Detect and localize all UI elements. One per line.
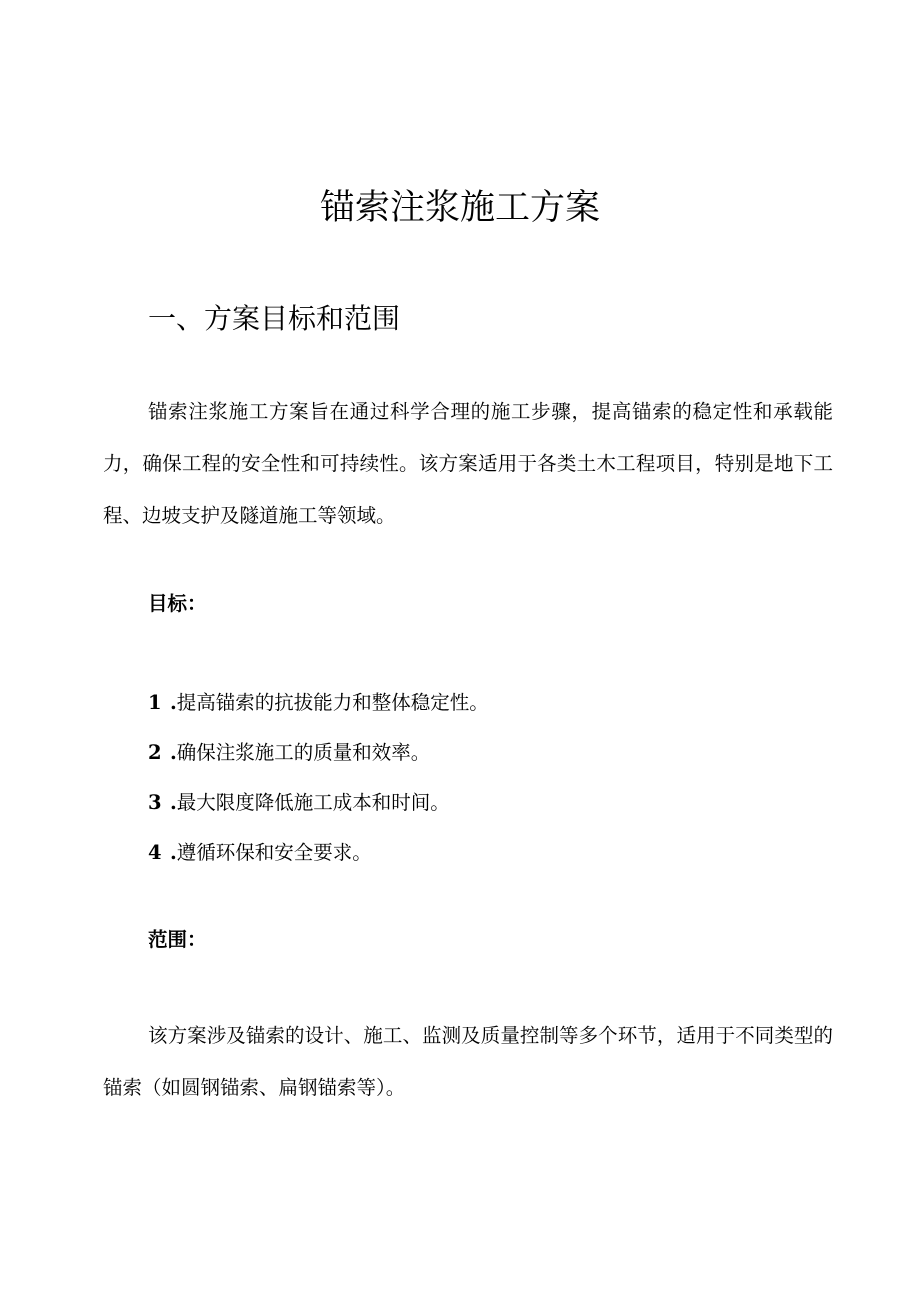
goals-list <box>148 678 489 878</box>
goal-number: 1 <box>148 691 162 714</box>
goal-item: 1 .提高锚索的抗拔能力和整体稳定性。 <box>148 678 489 728</box>
goal-item: 3 .最大限度降低施工成本和时间。 <box>148 778 489 828</box>
goals-heading: 目标： <box>148 592 207 615</box>
scope-paragraph: 该方案涉及锚索的设计、施工、监测及质量控制等多个环节，适用于不同类型的锚索（如圆钢锚索、扁钢锚索等）。 <box>103 1024 833 1099</box>
intro-paragraph: 锚索注浆施工方案旨在通过科学合理的施工步骤，提高锚索的稳定性和承载能力，确保工程的安全性和可持续性。该方案适用于各类土木工程项目，特别是地下工程、边坡支护及隧道施工等领域。 <box>103 400 833 527</box>
goal-text: 最大限度降低施工成本和时间。 <box>176 791 450 814</box>
goal-text: 确保注浆施工的质量和效率。 <box>176 741 431 764</box>
goal-number: 2 <box>148 741 162 764</box>
goal-item: 4 .遵循环保和安全要求。 <box>148 828 489 878</box>
goal-number: 4 <box>148 841 162 864</box>
document-title: 锚索注浆施工方案 <box>319 188 600 228</box>
goal-text: 提高锚索的抗拔能力和整体稳定性。 <box>176 691 489 714</box>
section-heading: 一、方案目标和范围 <box>148 302 401 335</box>
goal-item: 2 .确保注浆施工的质量和效率。 <box>148 728 489 778</box>
scope-heading: 范围： <box>148 928 207 951</box>
goal-text: 遵循环保和安全要求。 <box>176 841 372 864</box>
goal-number: 3 <box>148 791 162 814</box>
